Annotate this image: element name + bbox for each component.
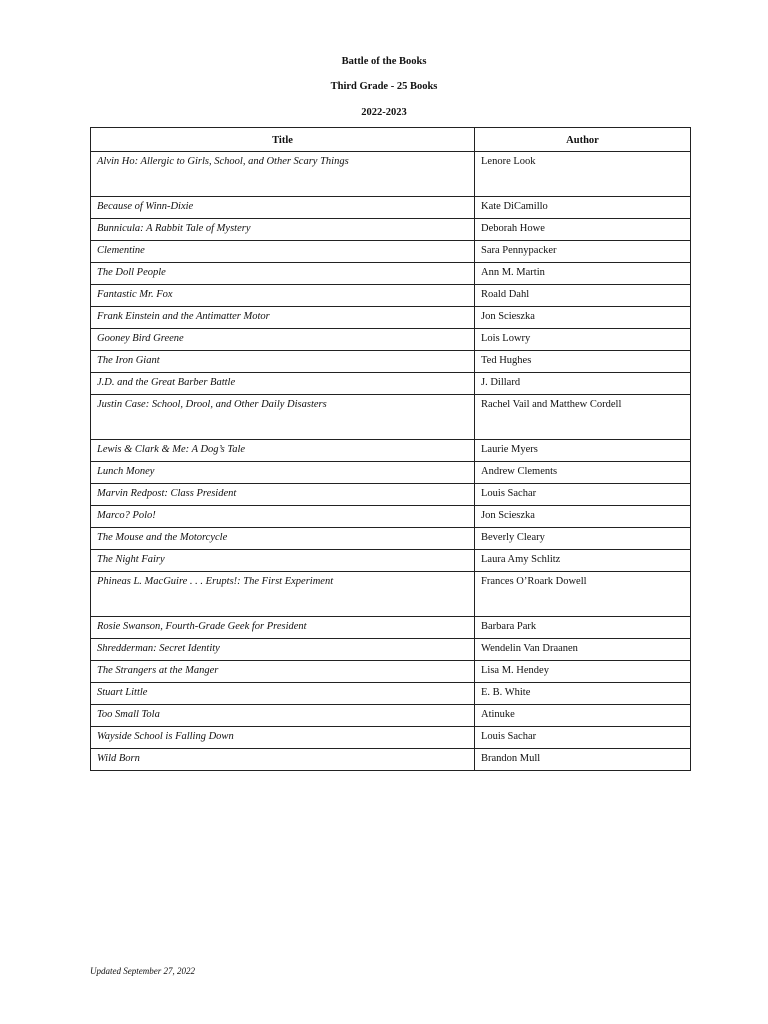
- column-header-author: Author: [475, 128, 691, 152]
- table-row: [91, 241, 691, 263]
- book-title: Bunnicula: A Rabbit Tale of Mystery: [91, 219, 475, 241]
- book-title: Clementine: [91, 241, 475, 263]
- table-row: [91, 705, 691, 727]
- table-row: [91, 572, 691, 617]
- book-author: Andrew Clements: [475, 462, 691, 484]
- book-author: Frances O’Roark Dowell: [475, 572, 691, 617]
- book-author: Rachel Vail and Matthew Cordell: [475, 395, 691, 440]
- book-author: Laura Amy Schlitz: [475, 550, 691, 572]
- table-row: [91, 373, 691, 395]
- table-row: [91, 639, 691, 661]
- document-subtitle: Third Grade - 25 Books: [330, 81, 438, 92]
- book-author: Kate DiCamillo: [475, 197, 691, 219]
- book-title: Too Small Tola: [91, 705, 475, 727]
- book-author: Deborah Howe: [475, 219, 691, 241]
- book-list-table: [90, 127, 691, 771]
- table-row: [91, 307, 691, 329]
- book-author: Barbara Park: [475, 617, 691, 639]
- book-author: Wendelin Van Draanen: [475, 639, 691, 661]
- book-title: Frank Einstein and the Antimatter Motor: [91, 307, 475, 329]
- book-author: Jon Scieszka: [475, 506, 691, 528]
- book-author: Sara Pennypacker: [475, 241, 691, 263]
- book-author: J. Dillard: [475, 373, 691, 395]
- table-row: [91, 683, 691, 705]
- book-author: Brandon Mull: [475, 749, 691, 771]
- book-author: Ted Hughes: [475, 351, 691, 373]
- book-title: The Mouse and the Motorcycle: [91, 528, 475, 550]
- book-title: Justin Case: School, Drool, and Other Daily Disasters: [91, 395, 475, 440]
- table-header-row: [91, 128, 691, 152]
- book-title: Wayside School is Falling Down: [91, 727, 475, 749]
- book-title: Fantastic Mr. Fox: [91, 285, 475, 307]
- book-author: Roald Dahl: [475, 285, 691, 307]
- table-row: [91, 506, 691, 528]
- table-row: [91, 550, 691, 572]
- book-title: Lunch Money: [91, 462, 475, 484]
- school-year: 2022-2023: [361, 107, 407, 118]
- book-author: Lisa M. Hendey: [475, 661, 691, 683]
- table-row: [91, 351, 691, 373]
- table-row: [91, 528, 691, 550]
- book-title: The Night Fairy: [91, 550, 475, 572]
- updated-date: Updated September 27, 2022: [90, 966, 195, 976]
- table-row: [91, 152, 691, 197]
- table-row: [91, 484, 691, 506]
- book-title: Marvin Redpost: Class President: [91, 484, 475, 506]
- book-author: Lois Lowry: [475, 329, 691, 351]
- book-title: Shredderman: Secret Identity: [91, 639, 475, 661]
- book-title: The Doll People: [91, 263, 475, 285]
- book-title: The Iron Giant: [91, 351, 475, 373]
- document-title: Battle of the Books: [341, 56, 427, 67]
- book-author: Atinuke: [475, 705, 691, 727]
- book-title: Wild Born: [91, 749, 475, 771]
- column-header-title: Title: [91, 128, 475, 152]
- table-row: [91, 727, 691, 749]
- table-row: [91, 197, 691, 219]
- book-title: Because of Winn-Dixie: [91, 197, 475, 219]
- table-row: [91, 749, 691, 771]
- book-author: Lenore Look: [475, 152, 691, 197]
- table-row: [91, 617, 691, 639]
- book-title: Stuart Little: [91, 683, 475, 705]
- book-title: Alvin Ho: Allergic to Girls, School, and Other Scary Things: [91, 152, 475, 197]
- book-author: Jon Scieszka: [475, 307, 691, 329]
- table-row: [91, 462, 691, 484]
- table-row: [91, 219, 691, 241]
- table-row: [91, 329, 691, 351]
- table-row: [91, 263, 691, 285]
- book-title: The Strangers at the Manger: [91, 661, 475, 683]
- table-row: [91, 395, 691, 440]
- book-author: E. B. White: [475, 683, 691, 705]
- book-author: Louis Sachar: [475, 727, 691, 749]
- book-author: Louis Sachar: [475, 484, 691, 506]
- book-title: Rosie Swanson, Fourth-Grade Geek for President: [91, 617, 475, 639]
- book-title: Phineas L. MacGuire . . . Erupts!: The First Experiment: [91, 572, 475, 617]
- book-author: Beverly Cleary: [475, 528, 691, 550]
- table-row: [91, 661, 691, 683]
- table-row: [91, 440, 691, 462]
- book-title: J.D. and the Great Barber Battle: [91, 373, 475, 395]
- book-title: Marco? Polo!: [91, 506, 475, 528]
- book-author: Ann M. Martin: [475, 263, 691, 285]
- table-row: [91, 285, 691, 307]
- book-title: Lewis & Clark & Me: A Dog’s Tale: [91, 440, 475, 462]
- book-author: Laurie Myers: [475, 440, 691, 462]
- book-title: Gooney Bird Greene: [91, 329, 475, 351]
